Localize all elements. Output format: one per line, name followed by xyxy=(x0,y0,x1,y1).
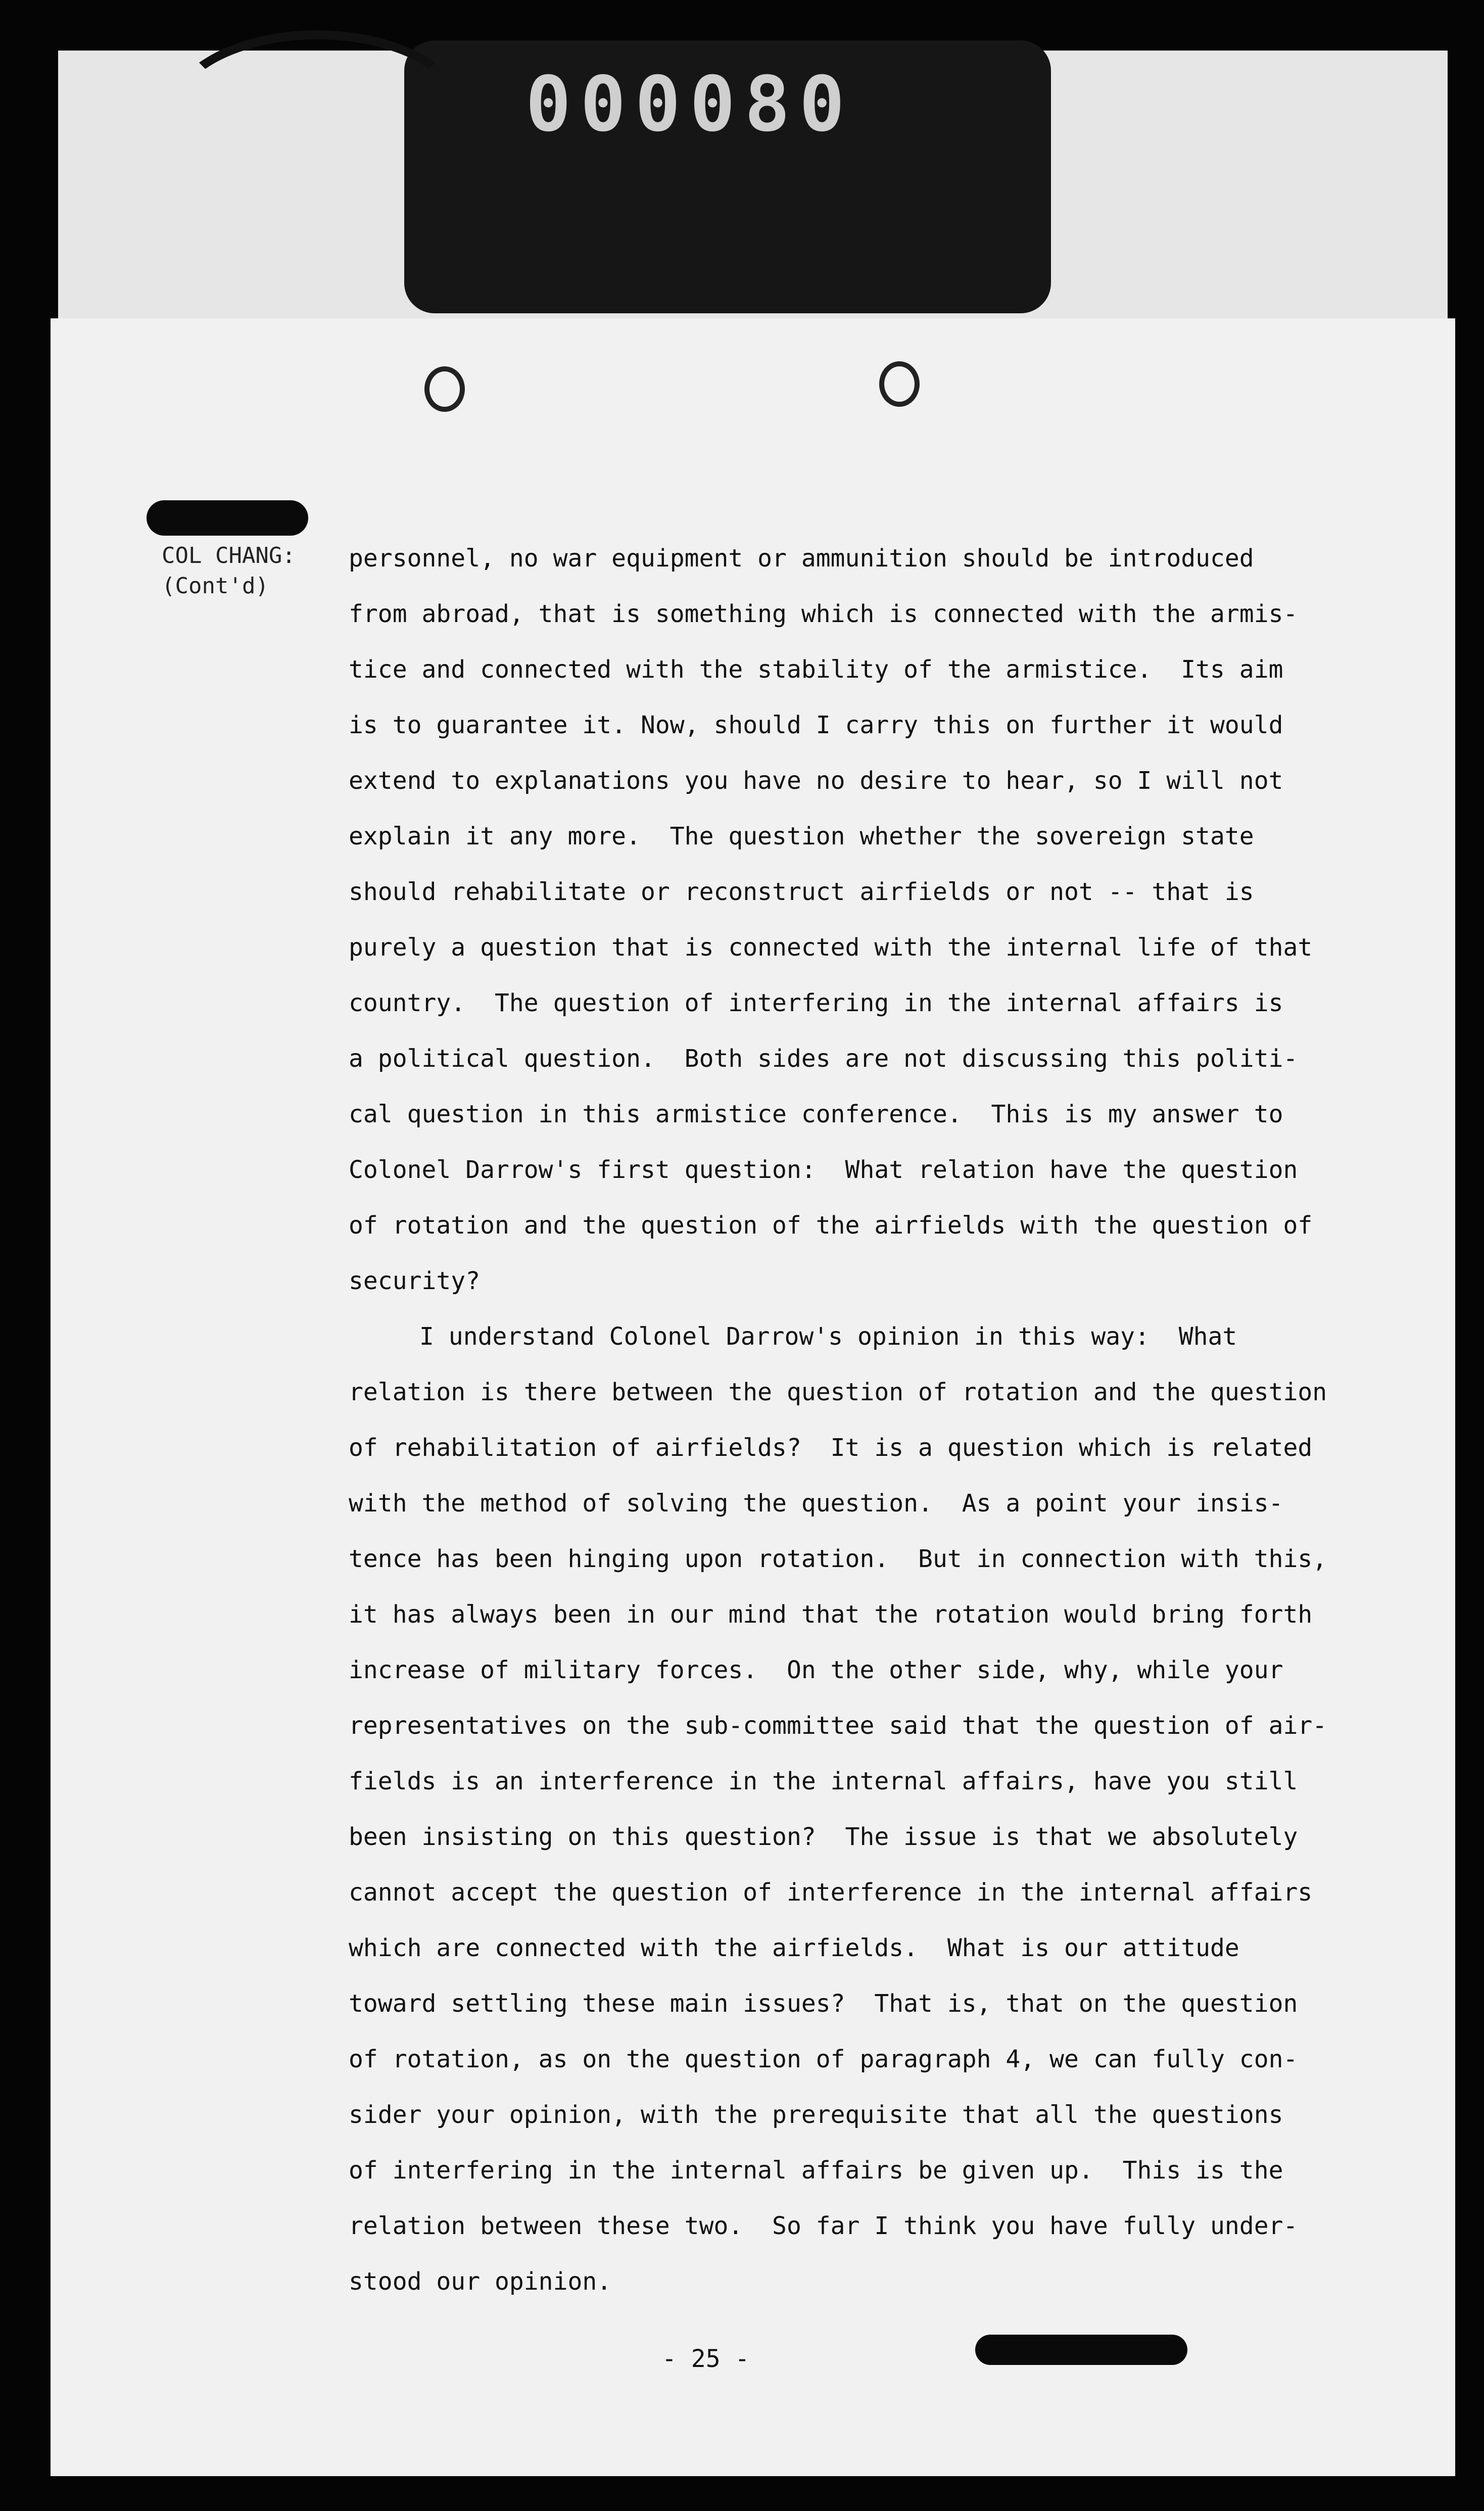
text-line: security? xyxy=(349,1267,481,1295)
text-line: which are connected with the airfields. What is our attitude xyxy=(349,1934,1239,1962)
text-line: been insisting on this question? The issue is that we absolutely xyxy=(349,1823,1298,1851)
paragraph-1 xyxy=(349,531,1334,1309)
text-line: tence has been hinging upon rotation. But in connection with this, xyxy=(349,1545,1327,1573)
punch-hole-left xyxy=(424,366,465,412)
text-line: cannot accept the question of interference in the internal affairs xyxy=(349,1878,1313,1907)
text-line: stood our opinion. xyxy=(349,2267,612,2296)
paragraph-2 xyxy=(349,1309,1334,2309)
text-line: of rehabilitation of airfields? It is a question which is related xyxy=(349,1434,1313,1462)
clip-cable xyxy=(167,30,468,200)
punch-hole-right xyxy=(879,361,920,407)
text-line: explain it any more. The question whether the sovereign state xyxy=(349,822,1254,850)
text-line: tice and connected with the stability of the armistice. Its aim xyxy=(349,655,1283,684)
text-line: purely a question that is connected with the internal life of that xyxy=(349,933,1313,962)
text-line: relation between these two. So far I think you have fully under- xyxy=(349,2212,1298,2240)
text-line: it has always been in our mind that the rotation would bring forth xyxy=(349,1600,1313,1629)
text-line: toward settling these main issues? That is, that on the question xyxy=(349,1989,1298,2018)
text-line: extend to explanations you have no desire to hear, so I will not xyxy=(349,767,1283,795)
frame-counter: 000080 xyxy=(525,61,854,149)
redaction-top xyxy=(147,500,308,536)
text-line: I understand Colonel Darrow's opinion in this way: What xyxy=(419,1322,1237,1351)
text-line: from abroad, that is something which is connected with the armis- xyxy=(349,600,1298,628)
text-line: should rehabilitate or reconstruct airfields or not -- that is xyxy=(349,878,1254,906)
speaker-name: COL CHANG: xyxy=(162,543,296,568)
text-line: a political question. Both sides are not discussing this politi- xyxy=(349,1045,1298,1073)
redaction-bottom xyxy=(975,2335,1187,2365)
document-body xyxy=(349,531,1334,2309)
text-line: of rotation and the question of the airfields with the question of xyxy=(349,1211,1313,1240)
text-line: of rotation, as on the question of paragraph 4, we can fully con- xyxy=(349,2045,1298,2073)
text-line: with the method of solving the question. As a point your insis- xyxy=(349,1489,1283,1518)
speaker-continued: (Cont'd) xyxy=(162,573,269,599)
text-line: relation is there between the question of rotation and the question xyxy=(349,1378,1327,1406)
text-line: personnel, no war equipment or ammunition should be introduced xyxy=(349,544,1254,573)
text-line: of interfering in the internal affairs be given up. This is the xyxy=(349,2156,1283,2185)
text-line: is to guarantee it. Now, should I carry this on further it would xyxy=(349,711,1283,739)
binder-clip xyxy=(404,40,1051,313)
text-line: country. The question of interfering in the internal affairs is xyxy=(349,989,1283,1017)
text-line: fields is an interference in the internal affairs, have you still xyxy=(349,1767,1298,1795)
text-line: Colonel Darrow's first question: What relation have the question xyxy=(349,1156,1298,1184)
text-line: sider your opinion, with the prerequisite that all the questions xyxy=(349,2101,1283,2129)
page-number: - 25 - xyxy=(662,2345,750,2373)
text-line: increase of military forces. On the other side, why, while your xyxy=(349,1656,1283,1684)
text-line: cal question in this armistice conference. This is my answer to xyxy=(349,1100,1283,1128)
text-line: representatives on the sub-committee said that the question of air- xyxy=(349,1712,1327,1740)
speaker-label xyxy=(162,541,296,601)
